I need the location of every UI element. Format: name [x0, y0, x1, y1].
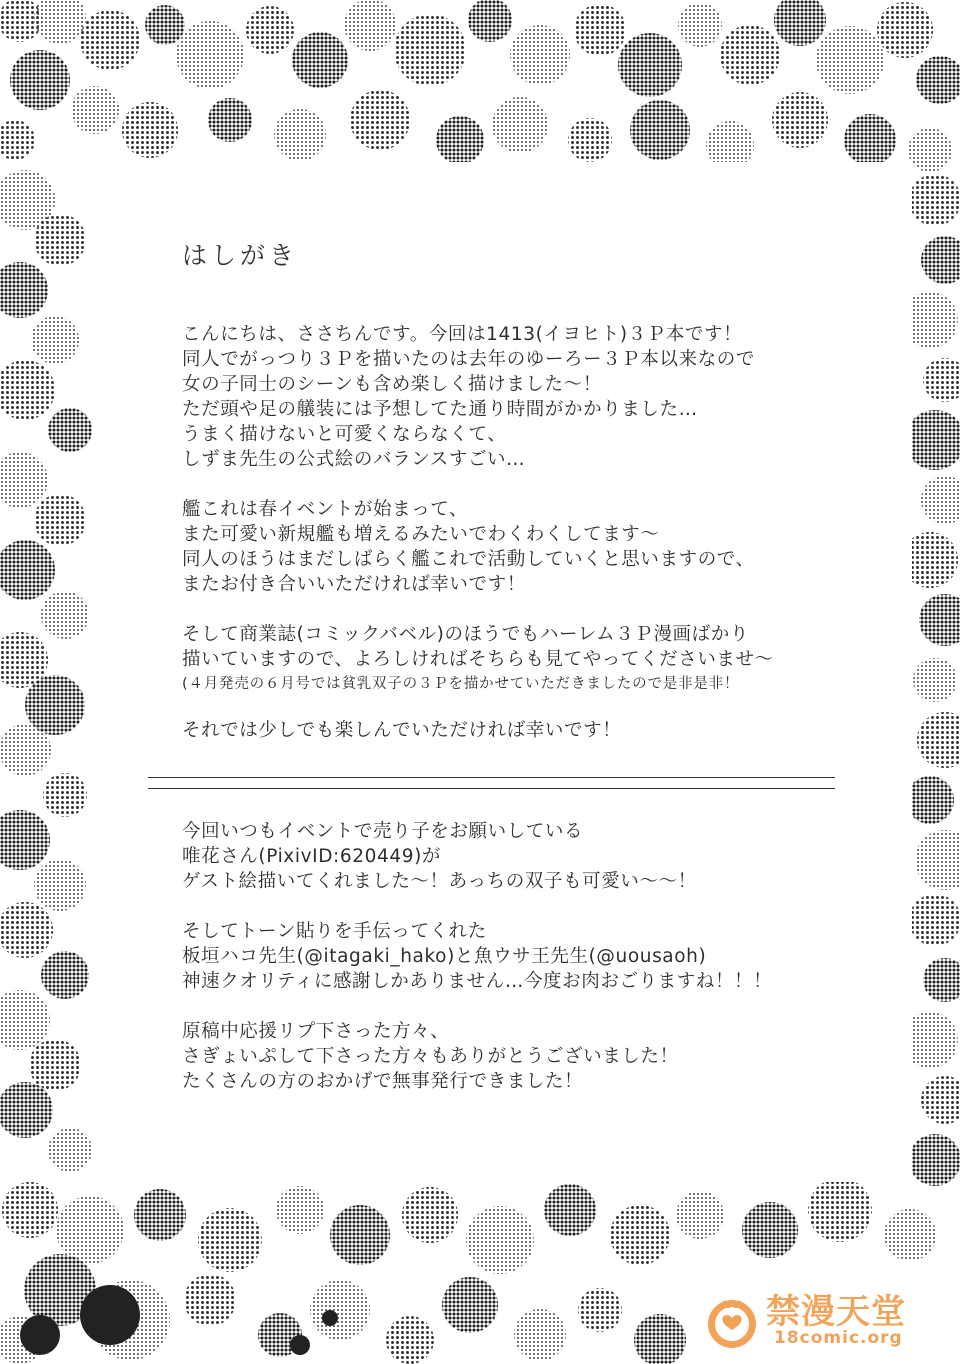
screentone-bubble — [915, 830, 960, 890]
screentone-bubble — [492, 97, 548, 153]
screentone-bubble — [574, 4, 626, 56]
mascot-icon — [700, 1288, 764, 1352]
screentone-bubble — [34, 214, 86, 266]
screentone-bubble — [0, 902, 53, 958]
screentone-bubble — [514, 1309, 566, 1361]
divider-line — [148, 777, 835, 778]
screentone-bubble — [568, 118, 612, 162]
screentone-bubble — [2, 1182, 58, 1238]
screentone-bubble — [774, 0, 826, 46]
screentone-bubble — [436, 116, 484, 164]
screentone-bubble — [134, 1189, 186, 1241]
screentone-bubble — [394, 14, 466, 86]
screentone-bubble — [772, 92, 828, 148]
screentone-bubble — [921, 476, 960, 524]
paragraph-event — [182, 497, 755, 597]
text-line: 今回いつもイベントで売り子をお願いしている — [182, 821, 584, 842]
text-line: しずま先生の公式絵のバランスすごい… — [182, 449, 526, 470]
screentone-bubble — [48, 1128, 92, 1172]
screentone-bubble — [0, 262, 48, 318]
screentone-bubble — [198, 1208, 262, 1272]
screentone-bubble — [276, 1186, 324, 1234]
screentone-bubble — [618, 33, 682, 97]
screentone-bubble — [578, 1288, 622, 1332]
screentone-bubble — [48, 408, 92, 452]
screentone-bubble — [610, 1205, 670, 1265]
text-line: また可愛い新規艦も増えるみたいでわくわくしてます～ — [182, 524, 660, 545]
text-line: こんにちは、ささちんです。今回は1413(イヨヒト)３Ｐ本です！ — [182, 324, 743, 345]
screentone-bubble — [208, 98, 252, 142]
screentone-bubble — [10, 50, 70, 110]
screentone-bubble — [0, 724, 51, 776]
screentone-bubble — [0, 810, 50, 870]
text-line: 女の子同士のシーンも含め楽しく描けました～！ — [182, 374, 602, 395]
solid-bubble — [322, 1310, 338, 1326]
screentone-bubble — [0, 540, 55, 600]
screentone-bubble — [923, 958, 960, 1002]
screentone-bubble — [808, 1178, 872, 1242]
screentone-bubble — [122, 102, 178, 158]
screentone-bubble — [43, 773, 87, 817]
screentone-bubble — [510, 25, 570, 85]
screentone-bubble — [0, 360, 55, 420]
screentone-bubble — [544, 1184, 596, 1236]
site-watermark — [700, 1284, 930, 1356]
paragraph-thanks-tone — [182, 919, 772, 994]
screentone-bubble — [908, 128, 952, 172]
screentone-bubble — [877, 2, 933, 58]
screentone-bubble — [919, 594, 960, 646]
text-line: 板垣ハコ先生(@itagaki_hako)と魚ウサ王先生(@uousaoh) — [182, 946, 707, 967]
screentone-bubble — [176, 21, 244, 89]
paragraph-intro — [182, 322, 755, 472]
watermark-title: 禁漫天堂 — [766, 1292, 906, 1332]
solid-bubble — [80, 1285, 140, 1345]
screentone-bubble — [34, 494, 86, 546]
text-line: うまく描けないと可愛くならなくて、 — [182, 424, 507, 445]
screentone-bubble — [921, 236, 960, 284]
screentone-bubble — [634, 1314, 686, 1364]
screentone-bubble — [292, 32, 348, 88]
text-line: そして商業誌(コミックバベル)のほうでもハーレム３Ｐ漫画ばかり — [182, 624, 749, 645]
screentone-bubble — [350, 90, 410, 150]
screentone-bubble — [310, 1280, 370, 1340]
text-line: 同人でがっつり３Ｐを描いたのは去年のゆーろー３Ｐ本以来なので — [182, 349, 756, 370]
solid-bubble — [290, 1335, 310, 1355]
text-line: たくさんの方のおかげで無事発行できました！ — [182, 1071, 584, 1092]
screentone-bubble — [184, 1274, 236, 1326]
screentone-bubble — [0, 120, 35, 160]
text-line: 描いていますので、よろしければそちらも見てやってくださいませ～ — [182, 649, 774, 670]
screentone-bubble — [909, 174, 960, 226]
text-line: そしてトーン貼りを手伝ってくれた — [182, 921, 487, 942]
paragraph-thanks-support — [182, 1019, 679, 1094]
screentone-bubble — [884, 1209, 936, 1261]
text-line: ただ頭や足の艤装には予想してた通り時間がかかりました… — [182, 399, 698, 420]
text-line: 同人のほうはまだしばらく艦これで活動していくと思いますので、 — [182, 549, 755, 570]
screentone-bubble — [921, 1076, 960, 1124]
paragraph-commercial — [182, 622, 774, 697]
screentone-bubble — [41, 591, 89, 639]
screentone-bubble — [909, 894, 960, 946]
screentone-bubble — [906, 776, 954, 824]
screentone-bubble — [41, 951, 89, 999]
screentone-bubble — [71, 86, 119, 134]
text-line: 艦これは春イベントが始まって、 — [182, 499, 469, 520]
screentone-bubble — [816, 26, 884, 94]
screentone-bubble — [274, 109, 326, 161]
paragraph-guest — [182, 819, 697, 894]
text-line: ゲスト絵描いてくれました～！あっちの双子も可愛い～～！ — [182, 871, 697, 892]
screentone-bubble — [145, 5, 185, 45]
text-line: 原稿中応援リプ下さった方々、 — [182, 1021, 450, 1042]
text-line: またお付き合いいただければ幸いです！ — [182, 574, 526, 595]
screentone-bubble — [29, 1039, 81, 1091]
text-line: 神速クオリティに感謝しかありません…今度お肉おごりますね！！！ — [182, 971, 773, 992]
screentone-bubble — [844, 114, 896, 166]
screentone-bubble — [31, 316, 79, 364]
text-line-note: (４月発売の６月号では貧乳双子の３Ｐを描かせていただきましたので是非是非！ — [182, 676, 740, 692]
screentone-bubble — [34, 859, 86, 911]
paragraph-closing — [182, 718, 621, 743]
screentone-bubble — [742, 1202, 798, 1258]
screentone-bubble — [676, 1191, 724, 1239]
screentone-bubble — [56, 1196, 124, 1264]
page-title: はしがき — [182, 241, 299, 270]
screentone-bubble — [386, 1316, 434, 1364]
solid-bubble — [20, 1315, 60, 1355]
screentone-bubble — [34, 0, 86, 44]
screentone-bubble — [466, 1206, 534, 1274]
screentone-bubble — [916, 56, 960, 104]
screentone-bubble — [0, 452, 48, 508]
screentone-bubble — [630, 100, 690, 160]
screentone-bubble — [913, 658, 957, 702]
text-line: さぎょいぷして下さった方々もありがとうございました！ — [182, 1046, 679, 1067]
screentone-bubble — [923, 358, 960, 402]
text-line: それでは少しでも楽しんでいただければ幸いです！ — [182, 720, 622, 741]
screentone-bubble — [917, 712, 960, 768]
screentone-bubble — [905, 410, 960, 470]
screentone-bubble — [678, 3, 722, 47]
divider-line — [148, 788, 835, 789]
screentone-bubble — [344, 0, 396, 51]
screentone-bubble — [720, 25, 780, 85]
screentone-bubble — [402, 1187, 458, 1243]
watermark-url: 18comic.org — [774, 1328, 903, 1348]
screentone-bubble — [468, 0, 512, 42]
screentone-bubble — [0, 990, 50, 1050]
screentone-bubble — [442, 1277, 498, 1333]
screentone-bubble — [909, 1134, 960, 1186]
screentone-bubble — [246, 6, 294, 54]
text-line: 唯花さん(PixivID:620449)が — [182, 846, 442, 867]
screentone-bubble — [80, 10, 140, 70]
screentone-bubble — [0, 1082, 53, 1138]
screentone-bubble — [330, 1205, 390, 1265]
